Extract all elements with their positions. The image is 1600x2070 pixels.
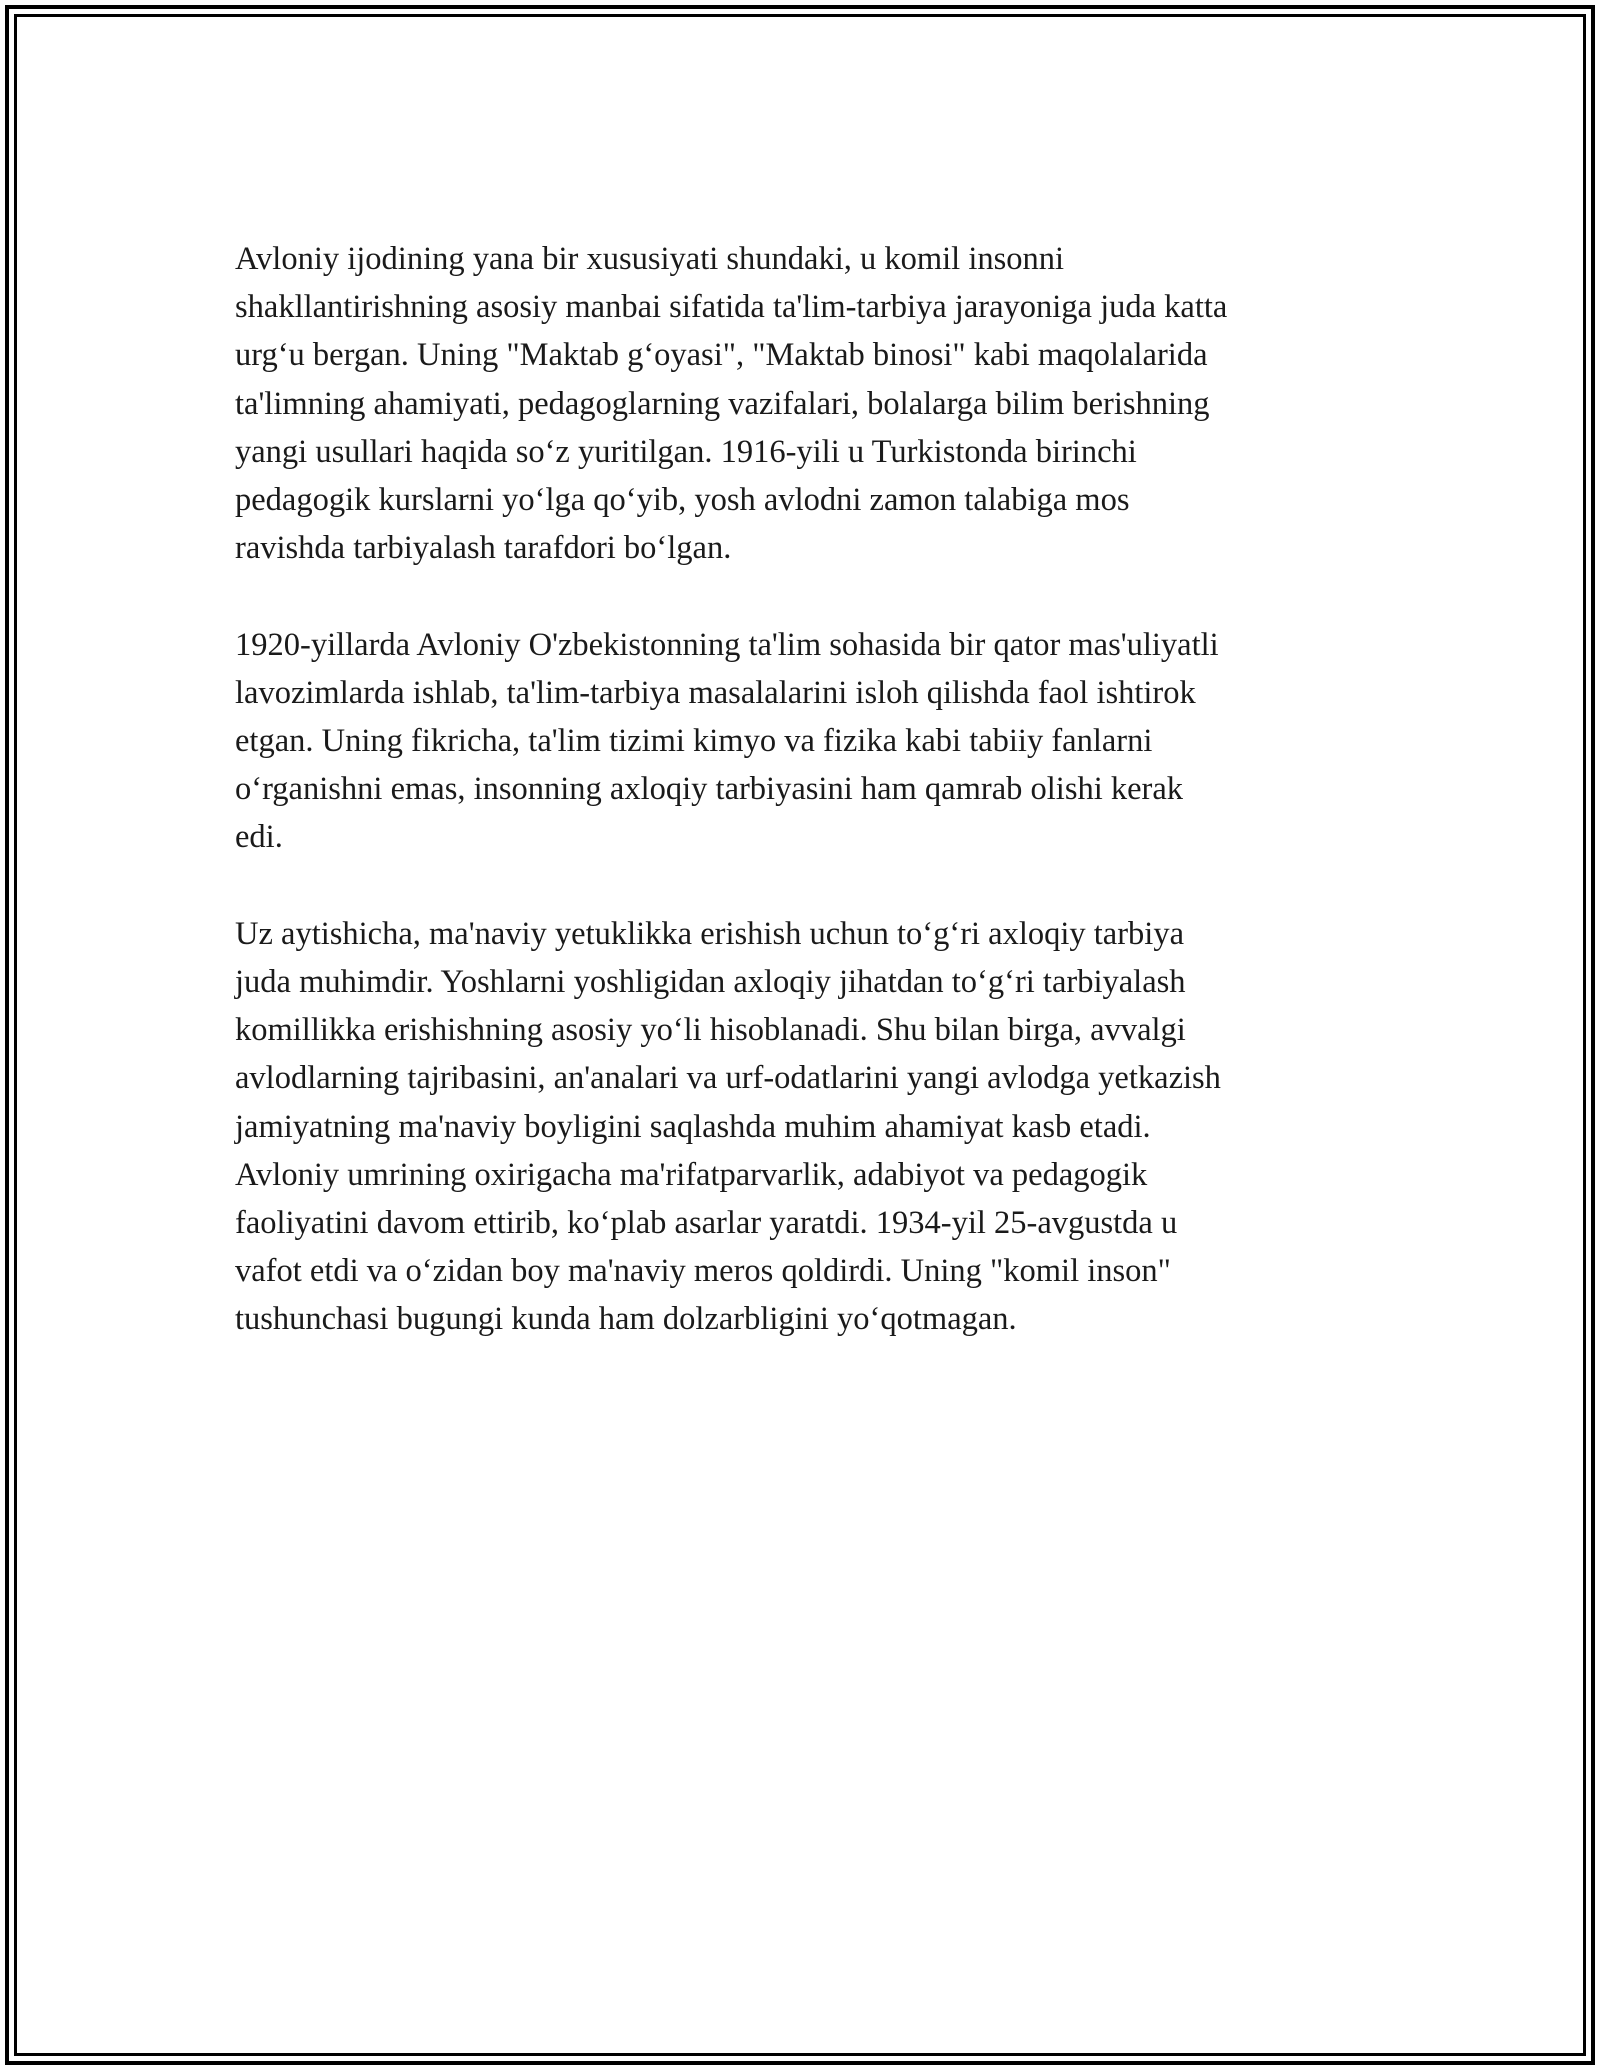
paragraph-1: Avloniy ijodining yana bir xususiyati shundaki, u komil insonni shakllantirishning asosiy manbai sifatida ta'lim-tarbiya jarayoniga juda katta urgʻu bergan. Uning "Maktab gʻoyasi", "Maktab binosi" kabi maqolalarida ta'limning ahamiyati, pedagoglarning vazifalari, bolalarga bilim berishning yangi usullari haqida soʻz yuritilgan. 1916-yili u Turkistonda birinchi pedagogik kurslarni yoʻlga qoʻyib, yosh avlodni zamon talabiga mos ravishda tarbiyalash tarafdori boʻlgan. (235, 241, 1228, 567)
paragraph-2: 1920-yillarda Avloniy O'zbekistonning ta'lim sohasida bir qator mas'uliyatli lavozimlarda ishlab, ta'lim-tarbiya masalalarini isloh qilishda faol ishtirok etgan. Uning fikricha, ta'lim tizimi kimyo va fizika kabi tabiiy fanlarni oʻrganishni emas, insonning axloqiy tarbiyasini ham qamrab olishi kerak edi. (235, 626, 1219, 856)
paragraph-3: Uz aytishicha, ma'naviy yetuklikka erishish uchun toʻgʻri axloqiy tarbiya juda muhimdir. Yoshlarni yoshligidan axloqiy jihatdan toʻgʻri tarbiyalash komillikka erishishning asosiy yoʻli hisoblanadi. Shu bilan birga, avvalgi avlodlarning tajribasini, an'analari va urf-odatlarini yangi avlodga yetkazish jamiyatning ma'naviy boyligini saqlashda muhim ahamiyat kasb etadi. Avloniy umrining oxirigacha ma'rifatparvarlik, adabiyot va pedagogik faoliyatini davom ettirib, koʻplab asarlar yaratdi. 1934-yil 25-avgustda u vafot etdi va oʻzidan boy ma'naviy meros qoldirdi. Uning "komil inson" tushunchasi bugungi kunda ham dolzarbligini yoʻqotmagan. (235, 915, 1221, 1338)
document-body (235, 235, 1365, 1392)
